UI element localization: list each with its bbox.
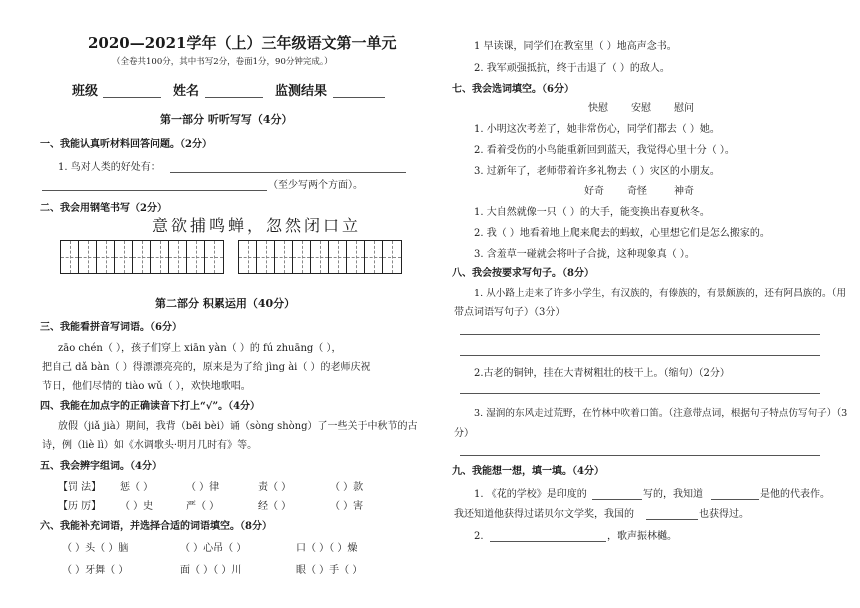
q1-answer-line1[interactable] xyxy=(170,172,406,173)
q2-title: 二、我会用钢笔书写（2分） xyxy=(40,203,167,214)
q8-s1: 1. 从小路上走来了许多小学生，有汉族的，有傣族的，有景颇族的，还有阿昌族的。（用 xyxy=(474,288,846,299)
grid-cell[interactable] xyxy=(115,241,133,273)
q9-s1c: 是他的代表作。 xyxy=(760,489,830,500)
grid-cell[interactable] xyxy=(151,241,169,273)
q1-line1-label: 1. 鸟对人类的好处有： xyxy=(58,162,161,173)
q8-s2: 2.古老的铜钟，挂在大青树粗壮的枝干上。（缩句）（2分） xyxy=(474,368,730,379)
grid-cell[interactable] xyxy=(365,241,383,273)
q6-r1-c1: （ ）头（ ）脑 xyxy=(62,543,129,554)
page-title: 2020—2021学年（上）三年级语文第一单元 xyxy=(88,34,397,52)
grid-cell[interactable] xyxy=(275,241,293,273)
grid-cell[interactable] xyxy=(383,241,401,273)
grid-cell[interactable] xyxy=(97,241,115,273)
grid-cell[interactable] xyxy=(79,241,97,273)
grid-cell[interactable] xyxy=(239,241,257,273)
grid-cell[interactable] xyxy=(329,241,347,273)
q9-blank-author[interactable] xyxy=(592,499,642,500)
grid-cell[interactable] xyxy=(205,241,223,273)
q9-blank-work[interactable] xyxy=(711,499,759,500)
q7-s2: 2. 看着受伤的小鸟能重新回到蓝天，我觉得心里十分（ ）。 xyxy=(474,145,735,156)
q5-r2-c1: （ ）史 xyxy=(120,501,154,512)
q5-r2-c3: 经（ ） xyxy=(258,501,292,512)
q7-word-5: 奇怪 xyxy=(627,186,647,197)
q7-word-4: 好奇 xyxy=(584,186,604,197)
q6-fill-sentence-1: 1 早读课，同学们在教室里（ ）地高声念书。 xyxy=(474,41,677,52)
grid-cell[interactable] xyxy=(187,241,205,273)
q7-word-1: 快慰 xyxy=(588,103,608,114)
grid-cell[interactable] xyxy=(311,241,329,273)
q7-s3: 3. 过新年了，老师带着许多礼物去（ ）灾区的小朋友。 xyxy=(474,166,720,177)
q9-blank-poem-line[interactable] xyxy=(490,541,606,542)
q7-word-6: 神奇 xyxy=(674,186,694,197)
q6-r2-c1: （ ）牙舞（ ） xyxy=(62,565,129,576)
class-field[interactable] xyxy=(103,97,161,98)
q1-title: 一、我能认真听材料回答问题。（2分） xyxy=(40,139,212,150)
q7-title: 七、我会选词填空。（6分） xyxy=(452,84,574,95)
grid-cell[interactable] xyxy=(257,241,275,273)
q2-handwriting-text: 意欲捕鸣蝉，忽然闭口立 xyxy=(152,216,362,235)
q1-answer-line2[interactable] xyxy=(42,190,267,191)
q8-s1b: 带点词语写句子）（3分） xyxy=(454,307,566,318)
q5-r1-c1: 惩（ ） xyxy=(120,482,154,493)
q5-r2-group: 【历 厉】 xyxy=(58,501,102,512)
grid-cell[interactable] xyxy=(169,241,187,273)
q8-answer-line4[interactable] xyxy=(460,455,820,456)
writing-grid-right[interactable] xyxy=(238,240,402,274)
q4-line2: 诗，例（liè lì）如《水调歌头·明月几时有》等。 xyxy=(42,440,258,451)
q7-s1: 1. 小明这次考差了，她非常伤心，同学们都去（ ）她。 xyxy=(474,124,720,135)
q7-word-2: 安慰 xyxy=(631,103,651,114)
q6-r1-c3: 口（ ）（ ）燥 xyxy=(296,543,358,554)
q7-s5: 2. 我（ ）地看着地上爬来爬去的蚂蚁，心里想它们是怎么搬家的。 xyxy=(474,228,770,239)
q5-r1-group: 【罚 法】 xyxy=(58,482,102,493)
q9-s1d: 我还知道他获得过诺贝尔文学奖，我国的 xyxy=(454,509,634,520)
q9-blank-chinese-winner[interactable] xyxy=(646,519,698,520)
q5-r2-c2: 严（ ） xyxy=(186,501,220,512)
class-label: 班级 xyxy=(72,84,99,99)
writing-grid-left[interactable] xyxy=(60,240,224,274)
grid-cell[interactable] xyxy=(347,241,365,273)
q3-title: 三、我能看拼音写词语。（6分） xyxy=(40,322,182,333)
q3-line1: zāo chén（ ），孩子们穿上 xiān yàn（ ）的 fú zhuāng（ ）， xyxy=(58,343,342,354)
q6-r2-c2: 面（ ）（ ）川 xyxy=(180,565,242,576)
q6-r1-c2: （ ）心吊（ ） xyxy=(180,543,247,554)
exam-note: （全卷共100分，其中书写2分，卷面1分，90分钟完成。） xyxy=(112,57,333,67)
name-label: 姓名 xyxy=(173,84,200,99)
q8-s3b: 分） xyxy=(454,428,474,439)
q7-s4: 1. 大自然就像一只（ ）的大手，能变换出春夏秋冬。 xyxy=(474,207,710,218)
q5-r1-c3: 责（ ） xyxy=(258,482,292,493)
q9-title: 九、我能想一想，填一填。（4分） xyxy=(452,466,604,477)
q5-r1-c2: （ ）律 xyxy=(186,482,220,493)
grid-cell[interactable] xyxy=(293,241,311,273)
q3-line3: 节日，他们尽情的 tiào wǔ（ ），欢快地歌唱。 xyxy=(42,381,251,392)
q1-hint: （至少写两个方面）。 xyxy=(268,180,363,191)
q9-s2a: 2. xyxy=(474,531,484,542)
grid-cell[interactable] xyxy=(133,241,151,273)
q8-answer-line3[interactable] xyxy=(460,393,820,394)
part2-title: 第二部分 积累运用（40分） xyxy=(155,297,296,310)
part1-title: 第一部分 听听写写（4分） xyxy=(160,113,293,126)
grid-cell[interactable] xyxy=(61,241,79,273)
q5-r1-c4: （ ）款 xyxy=(330,482,364,493)
q9-s2b: ，歌声振林樾。 xyxy=(607,531,677,542)
q7-s6: 3. 含羞草一碰就会将叶子合拢，这种现象真（ ）。 xyxy=(474,249,695,260)
q5-title: 五、我会辨字组词。（4分） xyxy=(40,461,162,472)
result-label: 监测结果 xyxy=(275,84,328,99)
q9-s1a: 1. 《花的学校》是印度的 xyxy=(474,489,587,500)
q7-word-3: 慰问 xyxy=(674,103,694,114)
result-field[interactable] xyxy=(333,97,385,98)
q4-line1: 放假（jiǎ jià）期间，我背（bēi bèi）诵（sòng shòng）了一些关于中秋节的古 xyxy=(58,421,418,432)
q4-title: 四、我能在加点字的正确读音下打上“√”。（4分） xyxy=(40,401,261,412)
q9-s1b: 写的，我知道 xyxy=(643,489,703,500)
q8-s3: 3. 湿润的东风走过荒野，在竹林中吹着口笛。（注意带点词，根据句子特点仿写句子）（3 xyxy=(474,408,848,419)
q8-title: 八、我会按要求写句子。（8分） xyxy=(452,268,594,279)
q8-answer-line1[interactable] xyxy=(460,334,820,335)
name-field[interactable] xyxy=(205,97,263,98)
q5-r2-c4: （ ）害 xyxy=(330,501,364,512)
q8-answer-line2[interactable] xyxy=(460,355,820,356)
q3-line2: 把自己 dǎ bàn（ ）得漂漂亮亮的，原来是为了给 jìng ài（ ）的老师庆祝 xyxy=(42,362,371,373)
q6-title: 六、我能补充词语，并选择合适的词语填空。（8分） xyxy=(40,521,272,532)
q9-s1e: 也获得过。 xyxy=(699,509,749,520)
q6-fill-sentence-2: 2. 我军顽强抵抗，终于击退了（ ）的敌人。 xyxy=(474,63,670,74)
q6-r2-c3: 眼（ ）手（ ） xyxy=(296,565,363,576)
